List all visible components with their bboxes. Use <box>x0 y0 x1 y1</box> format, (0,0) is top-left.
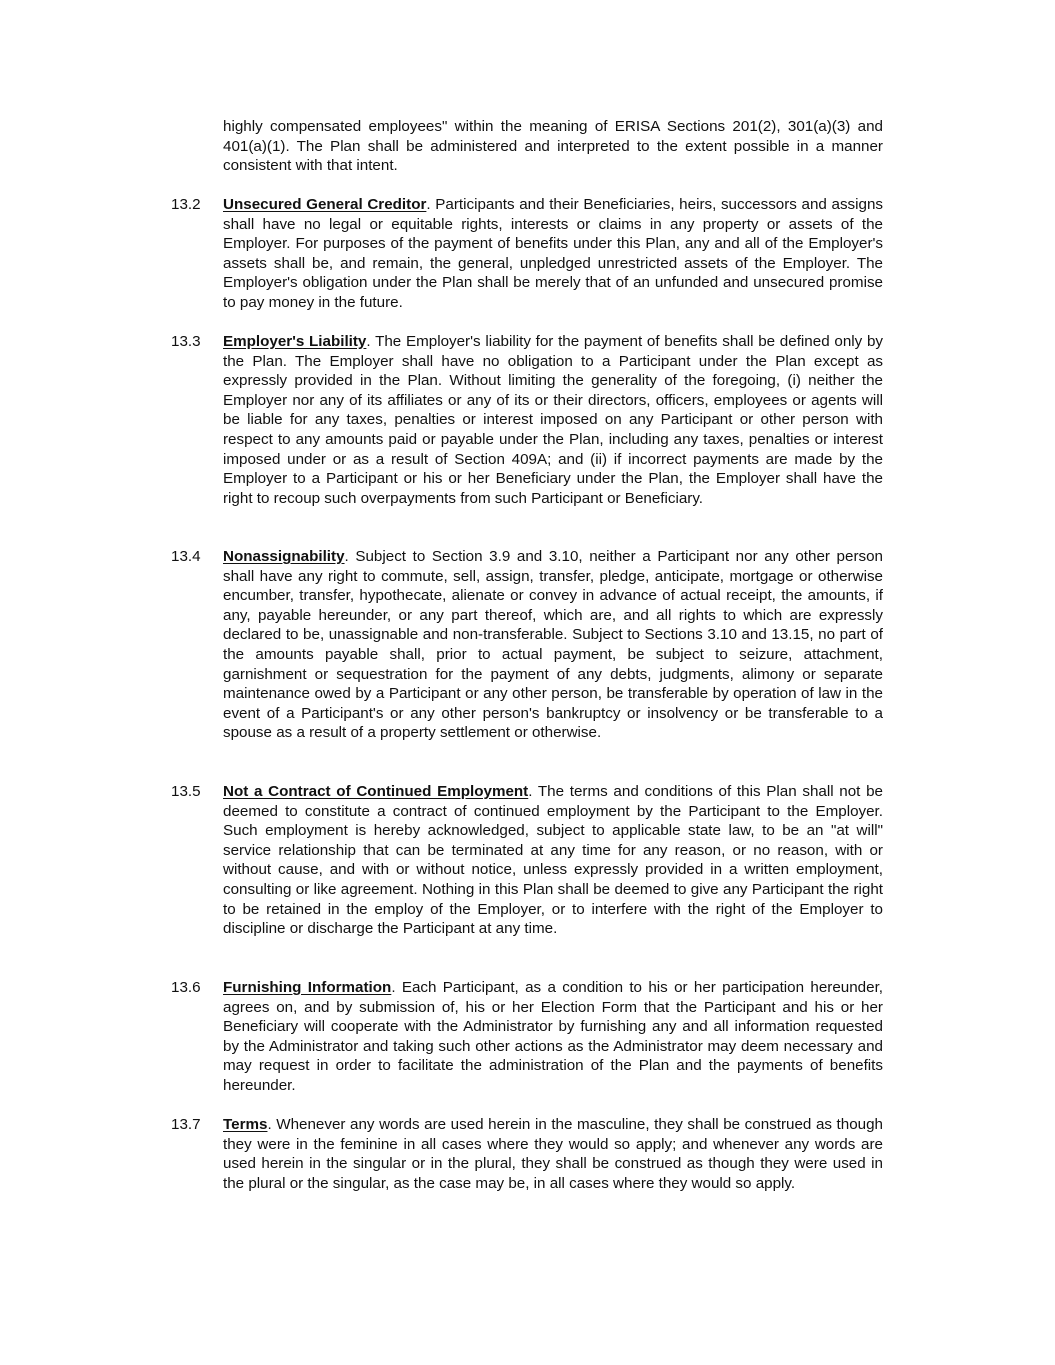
section-body: . Subject to Section 3.9 and 3.10, neither a Participant nor any other person shall have any right to commute, sell, assign, transfer, pledge, anticipate, mortgage or otherwise encumber, transfer, hypothecate, alienate or convey in advance of actual receipt, the amounts, if any, payable hereunder, or any part thereof, which are, and all rights to which are expressly declared to be, unassignable and non-transferable. Subject to Sections 3.10 and 13.15, no part of the amounts payable shall, prior to actual payment, be subject to seizure, attachment, garnishment or sequestration for the payment of any debts, judgments, alimony or separate maintenance owed by a Participant or any other person, be transferable by operation of law in the event of a Participant's or any other person's bankruptcy or insolvency or be transferable to a spouse as a result of a property settlement or otherwise. <box>223 548 883 742</box>
section-number: 13.2 <box>171 196 201 213</box>
intro-paragraph <box>223 117 883 176</box>
section-number: 13.6 <box>171 979 201 996</box>
section-heading: Terms <box>223 1116 268 1133</box>
section-heading: Furnishing Information <box>223 979 392 996</box>
section-body: . Each Participant, as a condition to his or her participation hereunder, agrees on, and by submission of, his or her Election Form that the Participant and his or her Beneficiary will cooperate with the Administrator by furnishing any and all information requested by the Administrator and taking such other actions as the Administrator may deem necessary and may request in order to facilitate the administration of the Plan and the payments of benefits hereunder. <box>223 979 884 1094</box>
section-body: . Participants and their Beneficiaries, heirs, successors and assigns shall have no legal or equitable rights, interests or claims in any property or assets of the Employer. For purposes of the payment of benefits under this Plan, any and all of the Employer's assets shall be, and remain, the general, unpledged unrestricted assets of the Employer. The Employer's obligation under the Plan shall be merely that of an unfunded and unsecured promise to pay money in the future. <box>223 196 884 311</box>
section-body: . Whenever any words are used herein in the masculine, they shall be construed as though they were in the feminine in all cases where they would so apply; and whenever any words are used herein in the singular or in the plural, they shall be construed as though they were used in the plural or the singular, as the case may be, in all cases where they would so apply. <box>223 1116 883 1192</box>
section-13-7 <box>223 1115 883 1193</box>
section-body: . The terms and conditions of this Plan shall not be deemed to constitute a contract of continued employment by the Participant to the Employer. Such employment is hereby acknowledged, subject to applicable state law, to be an "at will" service relationship that can be terminated at any time for any reason, or no reason, with or without cause, and with or without notice, unless expressly provided in a written employment, consulting or like agreement. Nothing in this Plan shall be deemed to give any Participant the right to be retained in the employ of the Employer, or to interfere with the right of the Employer to discipline or discharge the Participant at any time. <box>223 783 883 938</box>
section-heading: Nonassignability <box>223 548 345 565</box>
section-heading: Unsecured General Creditor <box>223 196 427 213</box>
section-number: 13.7 <box>171 1116 201 1133</box>
section-body: . The Employer's liability for the payment of benefits shall be defined only by the Plan. The Employer shall have no obligation to a Participant under the Plan except as expressly provided in the Plan. Without limiting the generality of the foregoing, (i) neither the Employer nor any of its affiliates or any of its or their directors, officers, employees or agents will be liable for any taxes, penalties or interest imposed on any Participant or other person with respect to any amounts paid or payable under the Plan, including any taxes, penalties or interest imposed under or as a result of Section 409A; and (ii) if incorrect payments are made by the Employer to a Participant or his or her Beneficiary under the Plan, the Employer shall have the right to recoup such overpayments from such Participant or Beneficiary. <box>223 333 883 507</box>
section-13-3 <box>223 332 883 508</box>
section-13-6 <box>223 978 883 1096</box>
section-heading: Not a Contract of Continued Employment <box>223 783 529 800</box>
section-number: 13.5 <box>171 783 201 800</box>
section-13-5 <box>223 782 883 939</box>
section-13-2 <box>223 195 883 313</box>
section-heading: Employer's Liability <box>223 333 367 350</box>
section-number: 13.4 <box>171 548 201 565</box>
section-13-4 <box>223 547 883 743</box>
intro-text: highly compensated employees" within the meaning of ERISA Sections 201(2), 301(a)(3) and 401(a)(1). The Plan shall be administered and interpreted to the extent possible in a manner consistent with that intent. <box>223 118 883 175</box>
section-number: 13.3 <box>171 333 201 350</box>
